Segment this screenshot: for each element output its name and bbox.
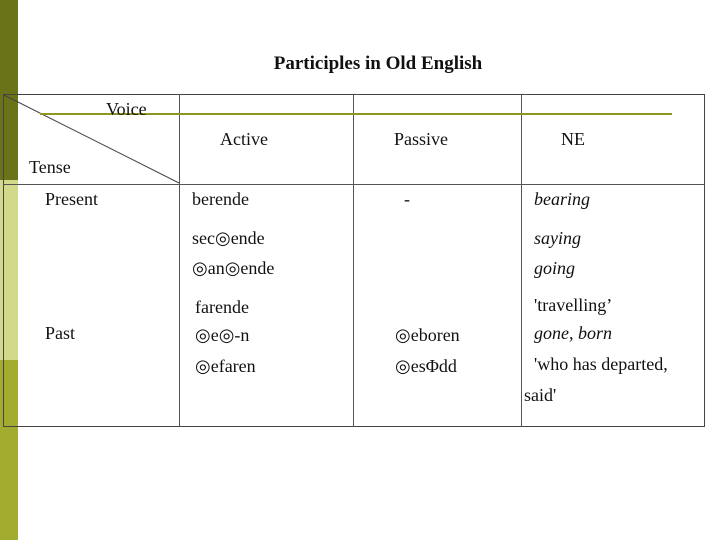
header-voice: Voice — [106, 99, 147, 119]
row-label-present: Present — [45, 189, 98, 209]
slide-title: Participles in Old English — [273, 53, 483, 74]
header-ne: NE — [561, 129, 585, 149]
present-passive: - — [404, 189, 410, 209]
past-ne-3: said' — [524, 385, 557, 405]
present-active-1: berende — [192, 189, 249, 209]
present-active-3: ◎an◎ende — [192, 258, 275, 278]
row-label-past: Past — [45, 323, 76, 343]
past-ne-1: gone, born — [534, 323, 612, 343]
present-active-2: sec◎ende — [192, 228, 265, 248]
present-ne-4: 'travelling’ — [534, 295, 613, 315]
past-active-2: ◎efaren — [195, 356, 256, 376]
header-tense: Tense — [29, 157, 71, 177]
past-passive-2: ◎esΦdd — [395, 356, 457, 376]
past-ne-2: 'who has departed, — [534, 354, 668, 374]
past-passive-1: ◎eboren — [395, 325, 460, 345]
present-ne-3: going — [534, 258, 576, 278]
past-active-1: ◎e◎-n — [195, 325, 250, 345]
present-active-4: farende — [195, 297, 249, 317]
present-ne-1: bearing — [534, 189, 590, 209]
present-ne-2: saying — [534, 228, 581, 248]
header-active: Active — [220, 129, 268, 149]
header-passive: Passive — [394, 129, 448, 149]
